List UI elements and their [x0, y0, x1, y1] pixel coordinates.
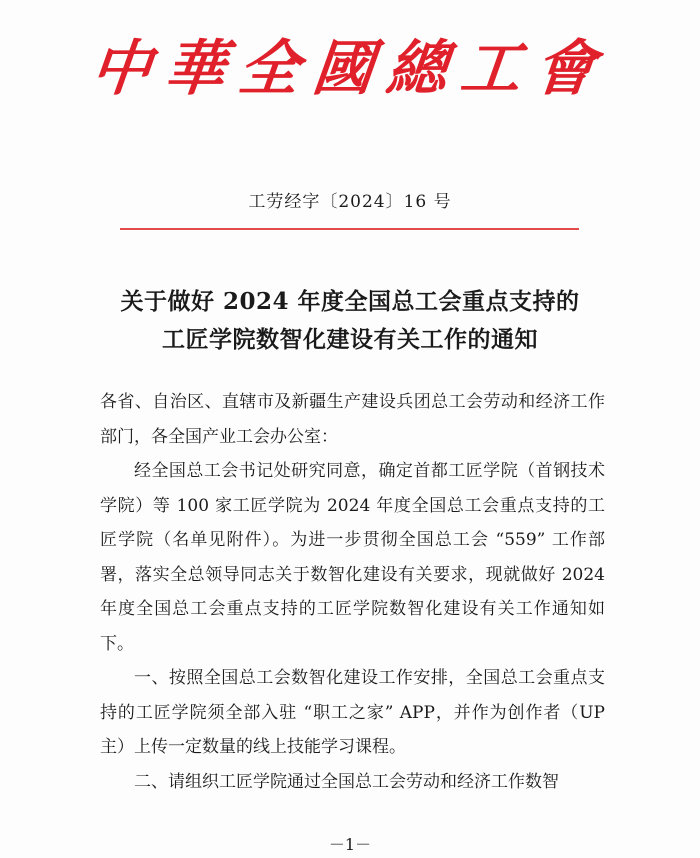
page-number: －1－ — [328, 835, 372, 854]
document-body — [100, 385, 605, 799]
body-paragraph-2: 一、按照全国总工会数智化建设工作安排，全国总工会重点支持的工匠学院须全部入驻 “职工之家” APP，并作为创作者（UP 主）上传一定数量的线上技能学习课程。 — [100, 668, 605, 757]
addressee: 各省、自治区、直辖市及新疆生产建设兵团总工会劳动和经济工作部门，各全国产业工会办公室： — [100, 392, 605, 447]
red-divider-line — [120, 228, 579, 230]
document-number: 工劳经字〔2024〕16 号 — [248, 192, 452, 212]
document-title — [0, 283, 700, 359]
masthead-org-name: 中華全國總工會 — [87, 34, 613, 104]
body-paragraph-1: 经全国总工会书记处研究同意，确定首都工匠学院（首钢技术学院）等 100 家工匠学院为 2024 年度全国总工会重点支持的工匠学院（名单见附件）。为进一步贯彻全国总工会 “559” 工作部署，落实全总领导同志关于数智化建设有关要求，现就做好 2024 年度全国总工会重点支持的工匠学院数智化建设有关工作通知如下。 — [100, 461, 605, 654]
title-line-1: 关于做好 2024 年度全国总工会重点支持的 — [120, 288, 580, 315]
body-paragraph-3: 二、请组织工匠学院通过全国总工会劳动和经济工作数智 — [134, 771, 559, 792]
title-line-2: 工匠学院数智化建设有关工作的通知 — [162, 326, 538, 353]
